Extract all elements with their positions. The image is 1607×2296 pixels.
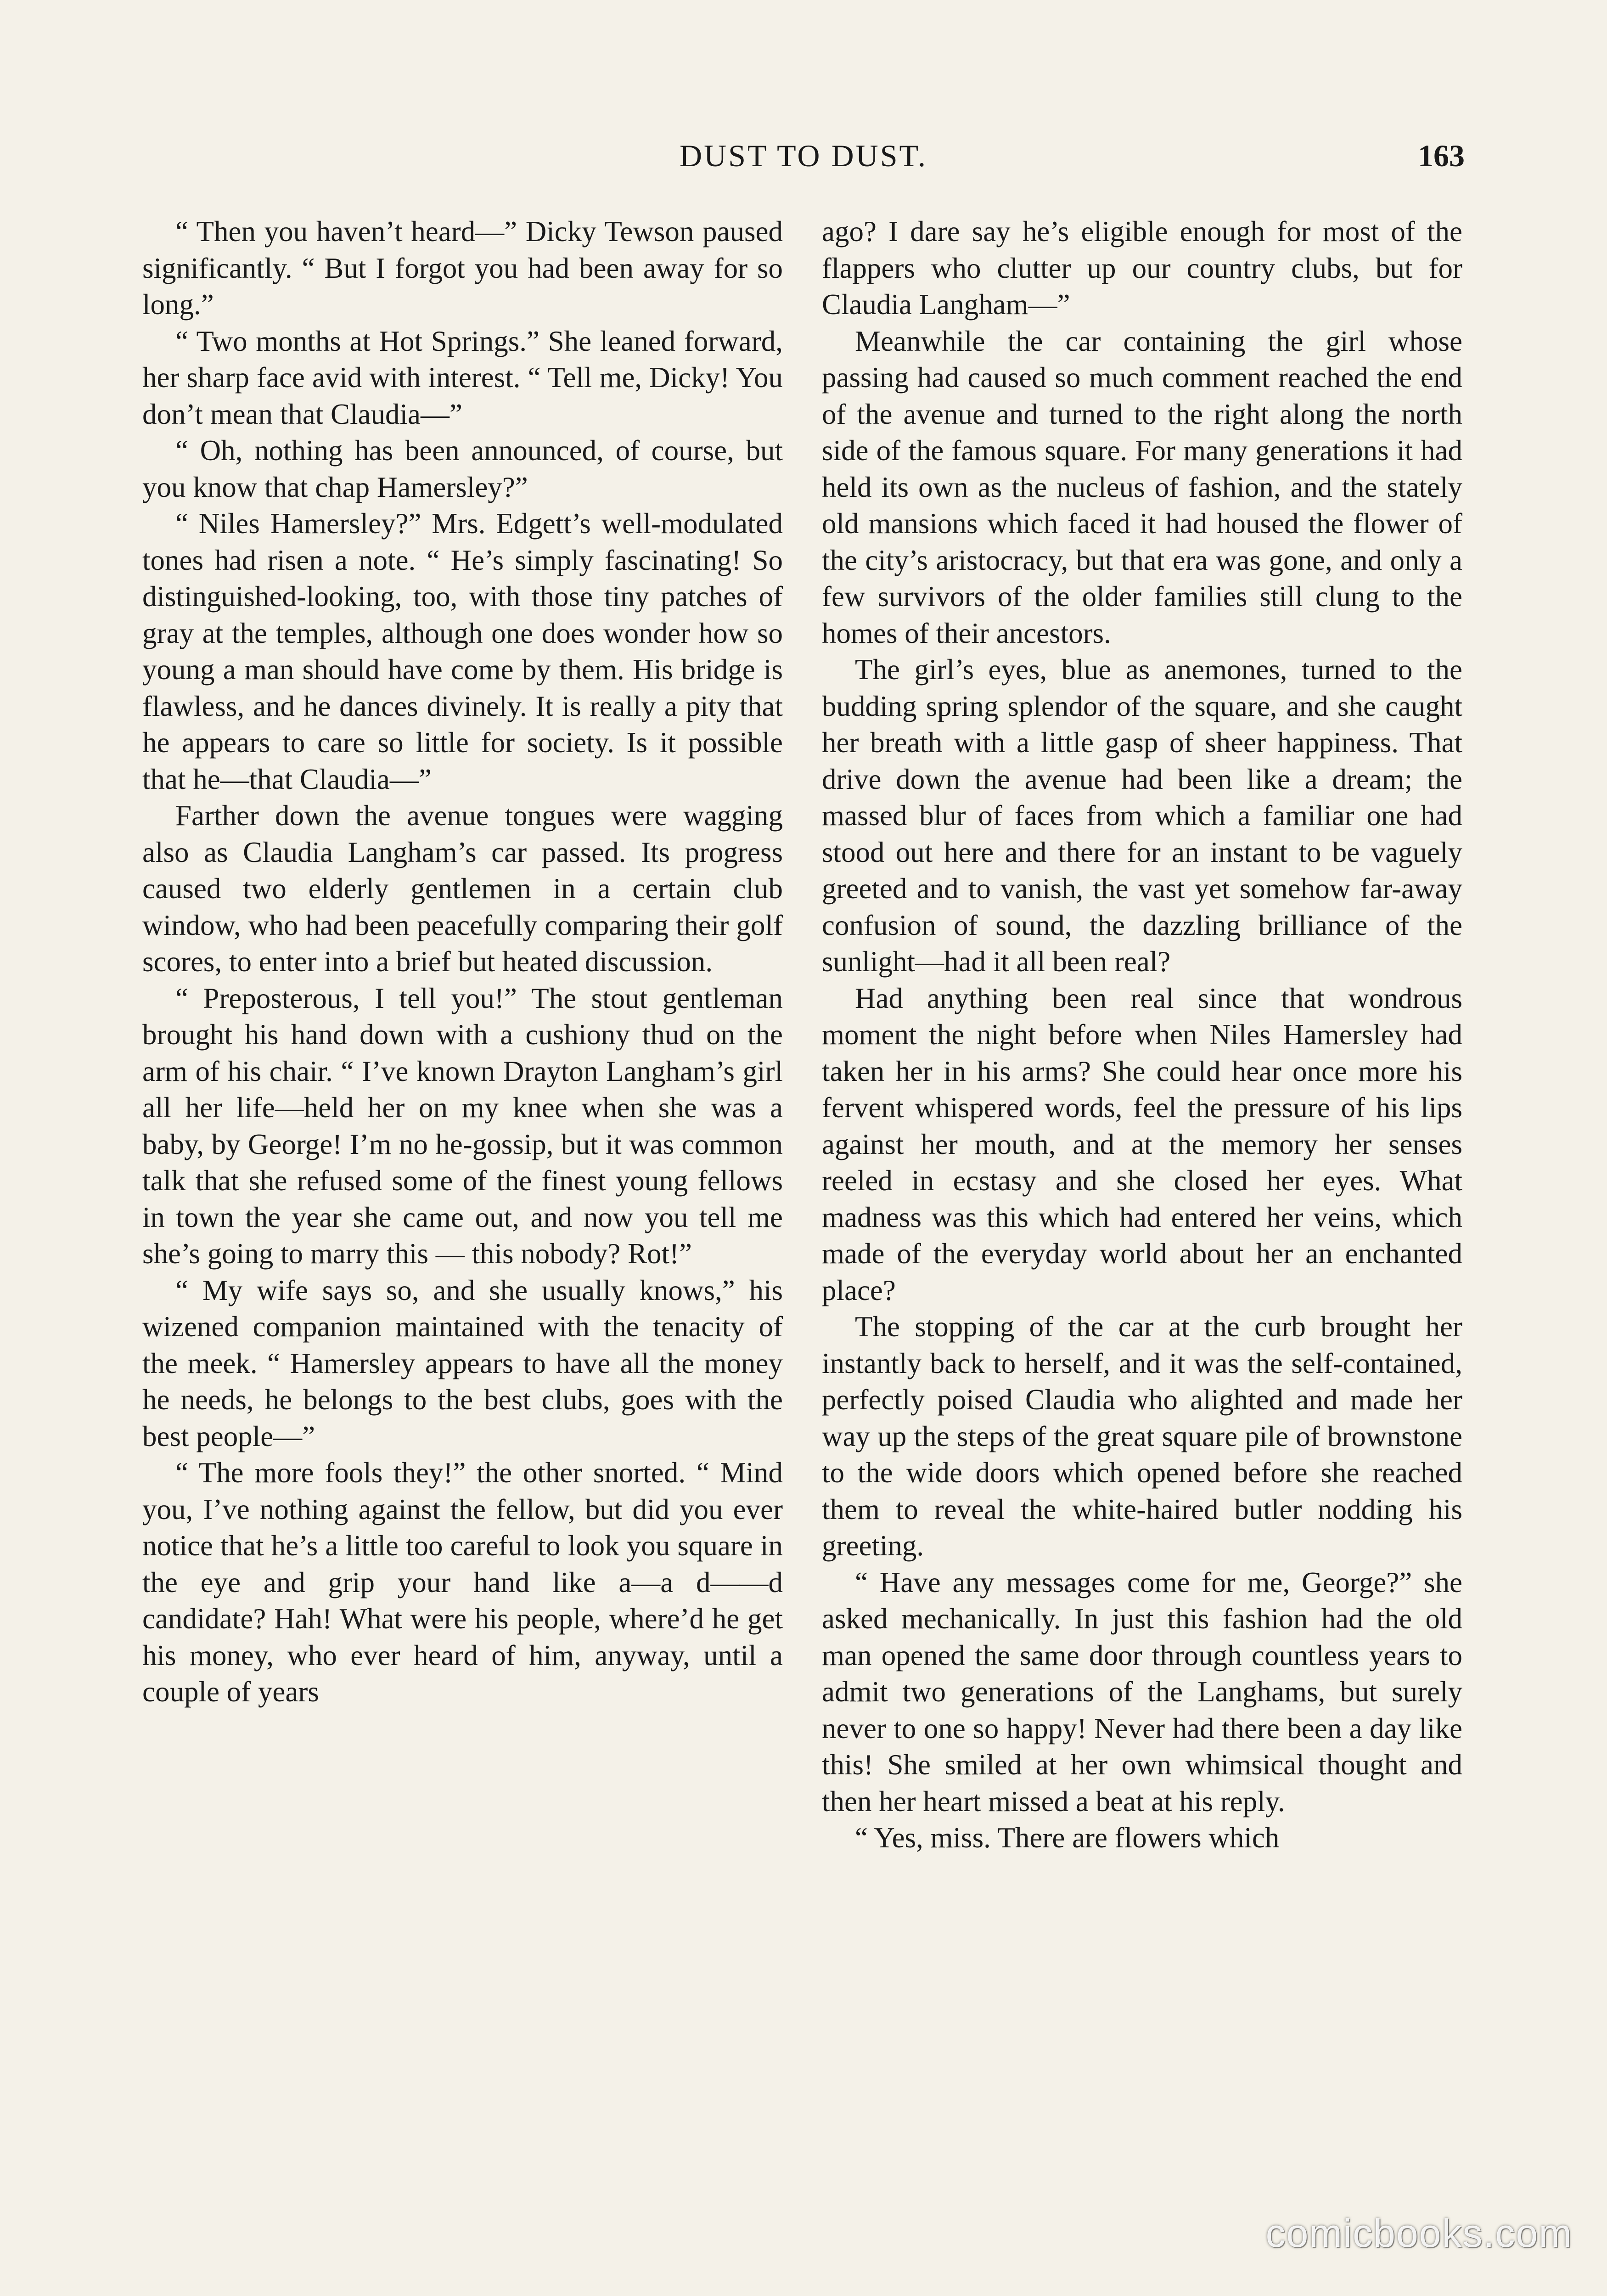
paragraph: “ Preposterous, I tell you!” The stout gentleman brought his hand down with a cushiony thud on the arm of his chair. “ I’ve known Drayton Langham’s girl all her life—held her on my knee when she was a baby, by George! I’m no he-gossip, but it was common talk that she refused some of the finest young fellows in town the year she came out, and now you tell me she’s going to marry this — this nobody? Rot!” (142, 982, 783, 1270)
paragraph: “ Then you haven’t heard—” Dicky Tewson paused significantly. “ But I forgot you had been away for so long.” (142, 215, 783, 321)
paragraph: “ Yes, miss. There are flowers which (855, 1822, 1280, 1854)
page-header (142, 138, 1465, 188)
watermark: comicbooks.com (1265, 2212, 1573, 2256)
paragraph: Had anything been real since that wondrous moment the night before when Niles Hamersley had taken her in his arms? She could hear once more his fervent whispered words, feel the pressure of his lips against her mouth, and at the memory her senses reeled in ecstasy and she closed her eyes. What madness was this which had entered her veins, which made of the everyday world about her an enchanted place? (822, 982, 1462, 1306)
right-column (822, 214, 1462, 1857)
paragraph: “ Niles Hamersley?” Mrs. Edgett’s well-modulated tones had risen a note. “ He’s simply fascinating! So distinguished-looking, too, with those tiny patches of gray at the temples, although one does wonder how so young a man should have come by them. His bridge is flawless, and he dances divinely. It is really a pity that he appears to care so little for society. Is it possible that he—that Claudia—” (142, 507, 783, 795)
paragraph: “ Two months at Hot Springs.” She leaned forward, her sharp face avid with interest. “ Tell me, Dicky! You don’t mean that Claudia—” (142, 325, 783, 430)
running-title: DUST TO DUST. (679, 138, 928, 173)
paragraph: The stopping of the car at the curb brought her instantly back to herself, and it was the self-contained, perfectly poised Claudia who alighted and made her way up the steps of the great square pile of brownstone to the wide doors which opened before she reached them to reveal the white-haired butler nodding his greeting. (822, 1311, 1462, 1562)
paragraph: “ Oh, nothing has been announced, of course, but you know that chap Hamersley?” (142, 434, 783, 503)
continued-paragraph: ago? I dare say he’s eligible enough for most of the flappers who clutter up our country clubs, but for Claudia Langham—” (822, 215, 1462, 321)
page-number: 163 (1418, 138, 1465, 173)
paragraph: Meanwhile the car containing the girl whose passing had caused so much comment reached the end of the avenue and turned to the right along the north side of the famous square. For many generations it had held its own as the nucleus of fashion, and the stately old mansions which faced it had housed the flower of the city’s aristocracy, but that era was gone, and only a few survivors of the older families still clung to the homes of their ancestors. (822, 325, 1462, 649)
paragraph: “ The more fools they!” the other snorted. “ Mind you, I’ve nothing against the fellow, but did you ever notice that he’s a little too careful to look you square in the eye and grip your hand like a—a d——d candidate? Hah! What were his people, where’d he get his money, who ever heard of him, anyway, until a couple of years (142, 1457, 783, 1708)
left-column (142, 214, 783, 1711)
paragraph: “ My wife says so, and she usually knows,” his wizened companion maintained with the tenacity of the meek. “ Hamersley appears to have all the money he needs, he belongs to the best clubs, goes with the best people—” (142, 1274, 783, 1452)
paragraph: Farther down the avenue tongues were wagging also as Claudia Langham’s car passed. Its progress caused two elderly gentlemen in a certain club window, who had been peacefully comparing their golf scores, to enter into a brief but heated discussion. (142, 799, 783, 978)
paragraph: The girl’s eyes, blue as anemones, turned to the budding spring splendor of the square, and she caught her breath with a little gasp of sheer happiness. That drive down the avenue had been like a dream; the massed blur of faces from which a familiar one had stood out here and there for an instant to be vaguely greeted and to vanish, the vast yet somehow far-away confusion of sound, the dazzling brilliance of the sunlight—had it all been real? (822, 653, 1462, 978)
paragraph: “ Have any messages come for me, George?” she asked mechanically. In just this fashion had the old man opened the same door through countless years to admit two generations of the Langhams, but surely never to one so happy! Never had there been a day like this! She smiled at her own whimsical thought and then her heart missed a beat at his reply. (822, 1566, 1462, 1818)
